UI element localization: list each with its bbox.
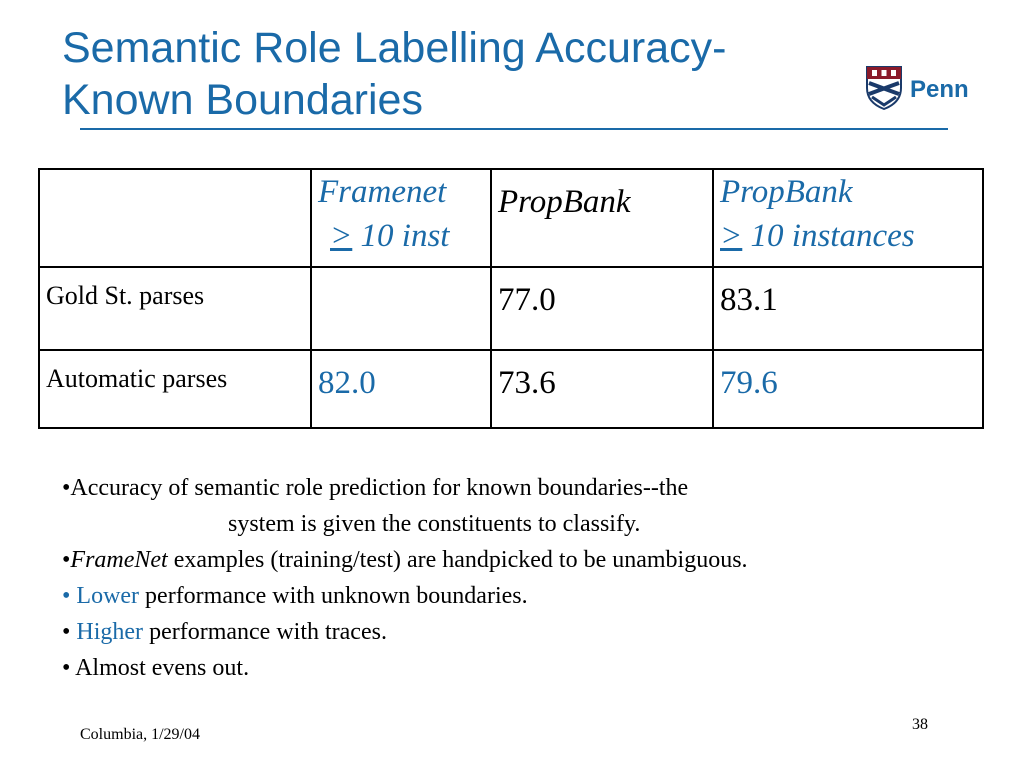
row-label: Gold St. parses: [46, 281, 205, 310]
header-cell-framenet: [311, 169, 491, 267]
bullet-text: performance with unknown boundaries.: [139, 583, 528, 609]
bullet-item: [62, 578, 982, 614]
title-line-1: Semantic Role Labelling Accuracy-: [62, 24, 727, 72]
value-cell: [491, 267, 713, 350]
bullet-text: Almost evens out.: [75, 655, 250, 681]
title-underline: [80, 128, 948, 130]
bullet-continuation: system is given the constituents to classify.: [228, 511, 641, 537]
bullet-highlight: Lower: [76, 583, 140, 609]
row-label-cell: [39, 350, 311, 428]
header-propbank10-line2-rest: 10 instances: [742, 218, 915, 254]
bullet-text: performance with traces.: [143, 619, 387, 645]
ge-symbol: >: [330, 218, 353, 254]
value-propbank: 77.0: [498, 282, 556, 318]
footer-text: Columbia, 1/29/04: [80, 726, 200, 743]
accuracy-table: [38, 168, 984, 429]
header-cell-propbank-10: [713, 169, 983, 267]
bullet-item: [62, 470, 982, 506]
header-propbank10-line1: PropBank: [720, 174, 853, 210]
value-propbank: 73.6: [498, 365, 556, 401]
bullet-item: [62, 614, 982, 650]
row-label-cell: [39, 267, 311, 350]
slide-title: [62, 22, 726, 126]
bullet-marker: •: [62, 547, 71, 573]
value-cell: [713, 350, 983, 428]
bullet-text: examples (training/test) are handpicked to be unambiguous.: [167, 547, 748, 573]
value-framenet: [318, 268, 484, 280]
row-label: Automatic parses: [46, 364, 228, 393]
bullet-highlight: Higher: [76, 619, 144, 645]
value-propbank-10: 83.1: [720, 282, 778, 318]
bullet-list: [62, 470, 982, 686]
value-cell: [713, 267, 983, 350]
header-framenet-line2-rest: 10 inst: [352, 218, 450, 254]
header-propbank10-line2: [720, 214, 976, 258]
header-propbank: PropBank: [498, 184, 631, 220]
value-cell: [311, 267, 491, 350]
header-cell-propbank: [491, 169, 713, 267]
value-cell: [491, 350, 713, 428]
ge-symbol: >: [720, 218, 743, 254]
header-framenet-line2: [318, 214, 484, 258]
header-framenet-line1: Framenet: [318, 174, 447, 210]
table-row: [39, 350, 983, 428]
title-line-2: Known Boundaries: [62, 76, 423, 124]
bullet-item: [62, 650, 982, 686]
table-row: [39, 267, 983, 350]
value-framenet: 82.0: [318, 365, 376, 401]
bullet-marker: •: [62, 583, 77, 609]
bullet-text: Accuracy of semantic role prediction for known boundaries--the: [70, 475, 689, 501]
bullet-emphasis: FrameNet: [70, 547, 168, 573]
bullet-marker: •: [62, 655, 76, 681]
bullet-marker: •: [62, 619, 77, 645]
value-cell: [311, 350, 491, 428]
bullet-item: [62, 542, 982, 578]
table-header-row: [39, 169, 983, 267]
header-cell-empty: [39, 169, 311, 267]
penn-shield-icon: [864, 64, 904, 115]
value-propbank-10: 79.6: [720, 365, 778, 401]
logo-text: Penn: [910, 75, 969, 103]
page-number: 38: [912, 716, 928, 733]
penn-logo: [864, 64, 969, 115]
bullet-marker: •: [62, 475, 71, 501]
